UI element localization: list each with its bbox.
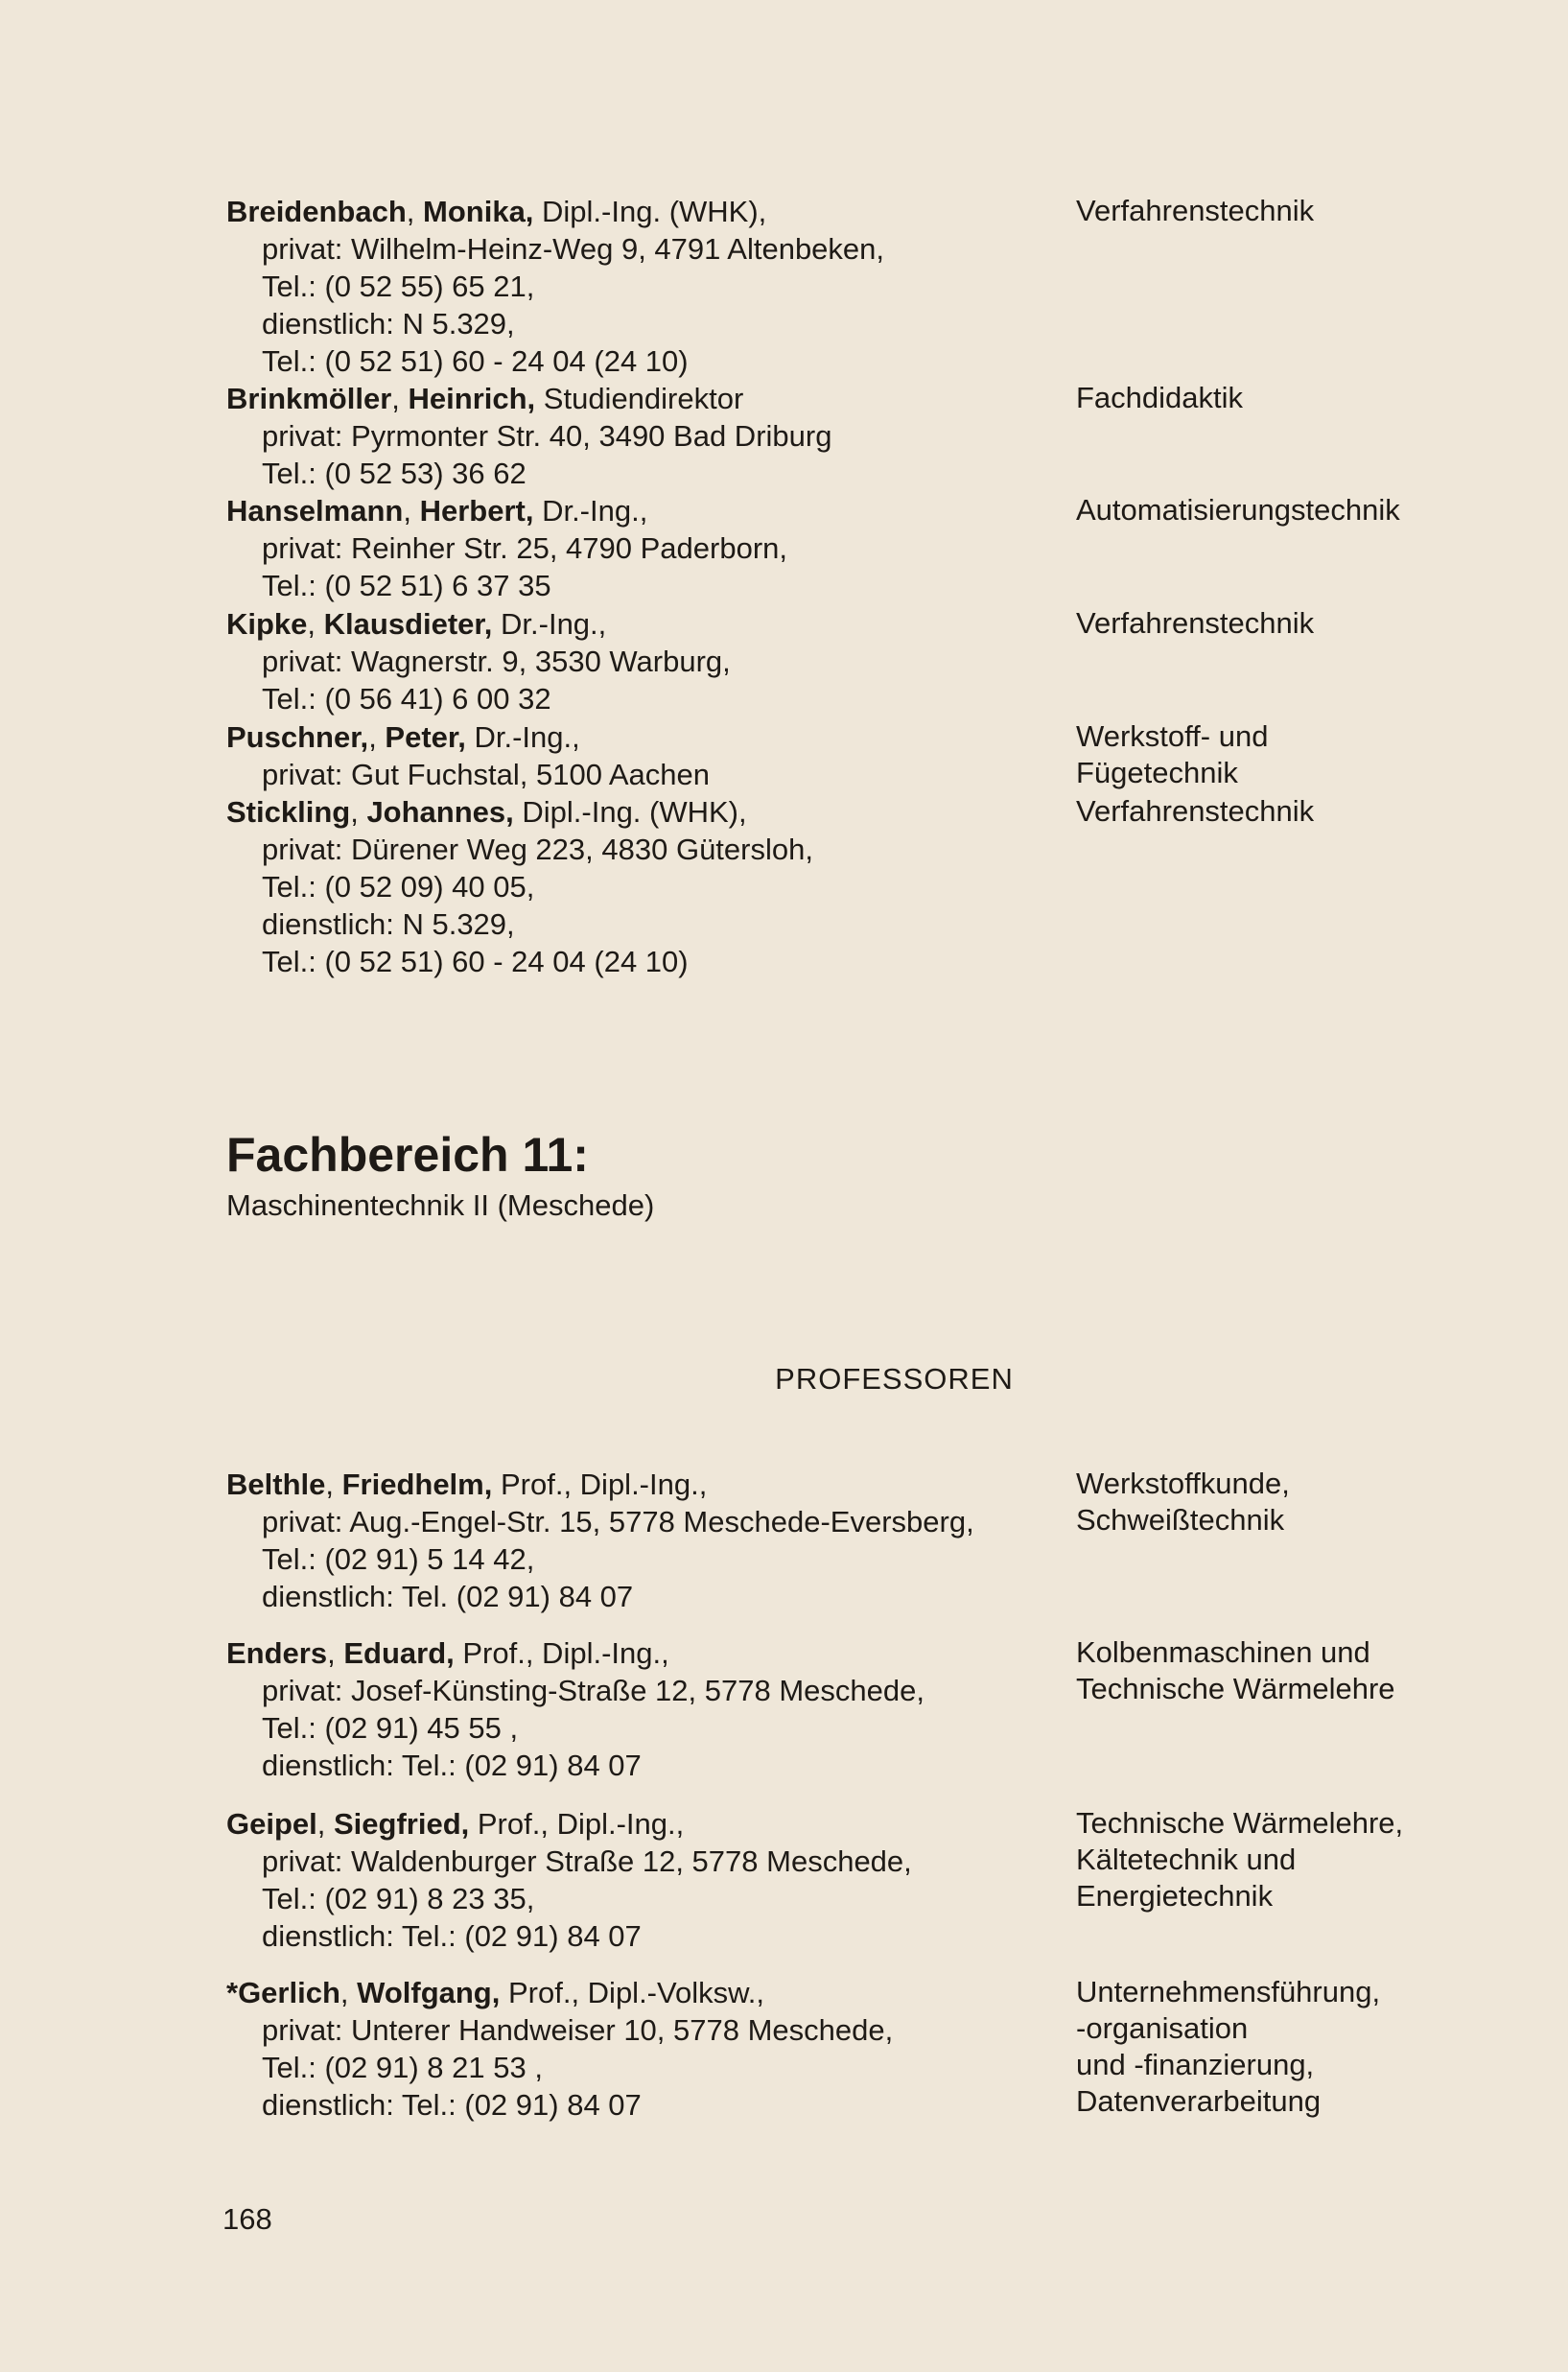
entry-field bbox=[1076, 193, 1536, 229]
entry-separator: , bbox=[350, 795, 367, 829]
entry-person bbox=[226, 1974, 1051, 2124]
entry-surname: Belthle bbox=[226, 1468, 326, 1501]
entry-contact-line: dienstlich: Tel.: (02 91) 84 07 bbox=[262, 2088, 642, 2122]
entry-field-line: Verfahrenstechnik bbox=[1076, 194, 1315, 227]
entry-contact-line: Tel.: (02 91) 5 14 42, bbox=[262, 1542, 535, 1576]
entry-surname: *Gerlich bbox=[226, 1976, 340, 2009]
entry-separator: , bbox=[307, 607, 324, 641]
department-heading: Fachbereich 11: bbox=[226, 1128, 589, 1182]
entry-given-name: Johannes, bbox=[366, 795, 514, 829]
entry-contact-line: Tel.: (0 52 55) 65 21, bbox=[262, 270, 535, 303]
entry-field bbox=[1076, 1466, 1536, 1538]
entry-name-line bbox=[226, 1974, 1051, 2011]
entry-surname: Hanselmann bbox=[226, 494, 404, 528]
entry-surname: Puschner, bbox=[226, 720, 369, 754]
entry-contact-line: Tel.: (0 52 09) 40 05, bbox=[262, 870, 535, 904]
entry-surname: Stickling bbox=[226, 795, 351, 829]
professors-label: PROFESSOREN bbox=[775, 1362, 1014, 1396]
entry-surname: Brinkmöller bbox=[226, 382, 392, 415]
entry-field bbox=[1076, 492, 1536, 528]
entry-field-line: und -finanzierung, bbox=[1076, 2048, 1315, 2081]
entry-given-name: Siegfried, bbox=[334, 1807, 470, 1841]
entry-separator: , bbox=[327, 1636, 344, 1670]
entry-name-line bbox=[226, 793, 1051, 831]
department-subheading: Maschinentechnik II (Meschede) bbox=[226, 1188, 655, 1222]
entry-title: Studiendirektor bbox=[535, 382, 744, 415]
entry-title: Prof., Dipl.-Volksw., bbox=[500, 1976, 764, 2009]
entry-field bbox=[1076, 793, 1536, 830]
entry-field-line: Kolbenmaschinen und bbox=[1076, 1635, 1370, 1669]
entry-contact-line: Tel.: (0 52 51) 60 - 24 04 (24 10) bbox=[262, 945, 689, 978]
entry-surname: Breidenbach bbox=[226, 195, 407, 228]
entry-separator: , bbox=[316, 1807, 334, 1841]
entry-given-name: Wolfgang, bbox=[357, 1976, 501, 2009]
entry-person bbox=[226, 1805, 1051, 1955]
entry-contact-line: dienstlich: Tel.: (02 91) 84 07 bbox=[262, 1749, 642, 1782]
entry-field-line: Schweißtechnik bbox=[1076, 1503, 1285, 1537]
entry-field bbox=[1076, 1634, 1536, 1707]
entry-field-line: Automatisierungstechnik bbox=[1076, 493, 1400, 527]
entry-given-name: Monika, bbox=[423, 195, 534, 228]
entry-contact-line: Tel.: (02 91) 45 55 , bbox=[262, 1711, 519, 1745]
entry-name-line bbox=[226, 193, 1051, 230]
entry-surname: Geipel bbox=[226, 1807, 317, 1841]
entry-contact-line: privat: Reinher Str. 25, 4790 Paderborn, bbox=[262, 531, 787, 565]
entry-field-line: Fachdidaktik bbox=[1076, 381, 1244, 414]
entry-contact-line: privat: Gut Fuchstal, 5100 Aachen bbox=[262, 758, 710, 791]
entry-field-line: Kältetechnik und bbox=[1076, 1843, 1297, 1876]
entry-title: Dr.-Ing., bbox=[492, 607, 607, 641]
entry-field-line: Fügetechnik bbox=[1076, 756, 1238, 789]
entry-person bbox=[226, 605, 1051, 717]
entry-field-line: Werkstoffkunde, bbox=[1076, 1467, 1290, 1500]
entry-title: Dr.-Ing., bbox=[533, 494, 648, 528]
entry-field bbox=[1076, 605, 1536, 642]
entry-title: Prof., Dipl.-Ing., bbox=[492, 1468, 708, 1501]
entry-name-line bbox=[226, 1805, 1051, 1843]
entry-separator: , bbox=[325, 1468, 342, 1501]
entry-contact-line: dienstlich: Tel.: (02 91) 84 07 bbox=[262, 1919, 642, 1953]
entry-field-line: -organisation bbox=[1076, 2011, 1249, 2045]
entry-contact-line: dienstlich: Tel. (02 91) 84 07 bbox=[262, 1580, 634, 1613]
entry-field-line: Verfahrenstechnik bbox=[1076, 606, 1315, 640]
entry-name-line bbox=[226, 380, 1051, 417]
entry-contact-line: privat: Pyrmonter Str. 40, 3490 Bad Driburg bbox=[262, 419, 832, 453]
entry-field-line: Datenverarbeitung bbox=[1076, 2084, 1322, 2118]
entry-separator: , bbox=[403, 494, 420, 528]
entry-field bbox=[1076, 718, 1536, 791]
entry-field bbox=[1076, 380, 1536, 416]
entry-person bbox=[226, 793, 1051, 980]
page-number: 168 bbox=[222, 2202, 272, 2236]
entry-contact-line: privat: Dürener Weg 223, 4830 Gütersloh, bbox=[262, 833, 813, 866]
entry-name-line bbox=[226, 605, 1051, 643]
entry-name-line bbox=[226, 1634, 1051, 1672]
entry-surname: Kipke bbox=[226, 607, 308, 641]
entry-given-name: Klausdieter, bbox=[323, 607, 493, 641]
entry-given-name: Herbert, bbox=[419, 494, 534, 528]
entry-contact-line: privat: Aug.-Engel-Str. 15, 5778 Meschede-Eversberg, bbox=[262, 1505, 974, 1538]
entry-name-line bbox=[226, 1466, 1051, 1503]
entry-person bbox=[226, 1466, 1051, 1615]
entry-person bbox=[226, 380, 1051, 492]
entry-title: Prof., Dipl.-Ing., bbox=[469, 1807, 685, 1841]
entry-field-line: Energietechnik bbox=[1076, 1879, 1274, 1913]
entry-contact-line: privat: Waldenburger Straße 12, 5778 Meschede, bbox=[262, 1844, 912, 1878]
entry-field-line: Verfahrenstechnik bbox=[1076, 794, 1315, 828]
entry-title: Prof., Dipl.-Ing., bbox=[454, 1636, 669, 1670]
entry-given-name: Eduard, bbox=[343, 1636, 455, 1670]
entry-contact-line: Tel.: (02 91) 8 23 35, bbox=[262, 1882, 535, 1915]
entry-title: Dipl.-Ing. (WHK), bbox=[513, 795, 747, 829]
entry-contact-line: privat: Unterer Handweiser 10, 5778 Meschede, bbox=[262, 2013, 894, 2047]
entry-person bbox=[226, 718, 1051, 793]
entry-separator: , bbox=[368, 720, 386, 754]
entry-contact-line: Tel.: (0 56 41) 6 00 32 bbox=[262, 682, 551, 716]
entry-title: Dr.-Ing., bbox=[465, 720, 580, 754]
entry-title: Dipl.-Ing. (WHK), bbox=[533, 195, 767, 228]
entry-contact-line: privat: Josef-Künsting-Straße 12, 5778 Meschede, bbox=[262, 1674, 924, 1707]
entry-person bbox=[226, 1634, 1051, 1784]
entry-person bbox=[226, 193, 1051, 380]
entry-contact-line: privat: Wagnerstr. 9, 3530 Warburg, bbox=[262, 645, 731, 678]
entry-contact-line: privat: Wilhelm-Heinz-Weg 9, 4791 Altenbeken, bbox=[262, 232, 885, 266]
entry-field bbox=[1076, 1805, 1536, 1914]
entry-given-name: Friedhelm, bbox=[341, 1468, 493, 1501]
entry-contact-line: Tel.: (0 52 53) 36 62 bbox=[262, 457, 527, 490]
entry-field-line: Technische Wärmelehre bbox=[1076, 1672, 1395, 1705]
entry-contact-line: dienstlich: N 5.329, bbox=[262, 907, 515, 941]
entry-name-line bbox=[226, 718, 1051, 756]
entry-contact-line: Tel.: (0 52 51) 6 37 35 bbox=[262, 569, 551, 602]
entry-contact-line: dienstlich: N 5.329, bbox=[262, 307, 515, 341]
entry-separator: , bbox=[406, 195, 424, 228]
entry-field-line: Unternehmensführung, bbox=[1076, 1975, 1381, 2008]
entry-contact-line: Tel.: (0 52 51) 60 - 24 04 (24 10) bbox=[262, 344, 689, 378]
entry-person bbox=[226, 492, 1051, 604]
entry-field bbox=[1076, 1974, 1536, 2120]
entry-separator: , bbox=[339, 1976, 358, 2009]
entry-field-line: Werkstoff- und bbox=[1076, 719, 1269, 753]
entry-name-line bbox=[226, 492, 1051, 529]
entry-surname: Enders bbox=[226, 1636, 328, 1670]
entry-given-name: Peter, bbox=[385, 720, 466, 754]
entry-contact-line: Tel.: (02 91) 8 21 53 , bbox=[262, 2051, 543, 2084]
entry-field-line: Technische Wärmelehre, bbox=[1076, 1806, 1404, 1840]
entry-given-name: Heinrich, bbox=[408, 382, 536, 415]
entry-separator: , bbox=[391, 382, 409, 415]
